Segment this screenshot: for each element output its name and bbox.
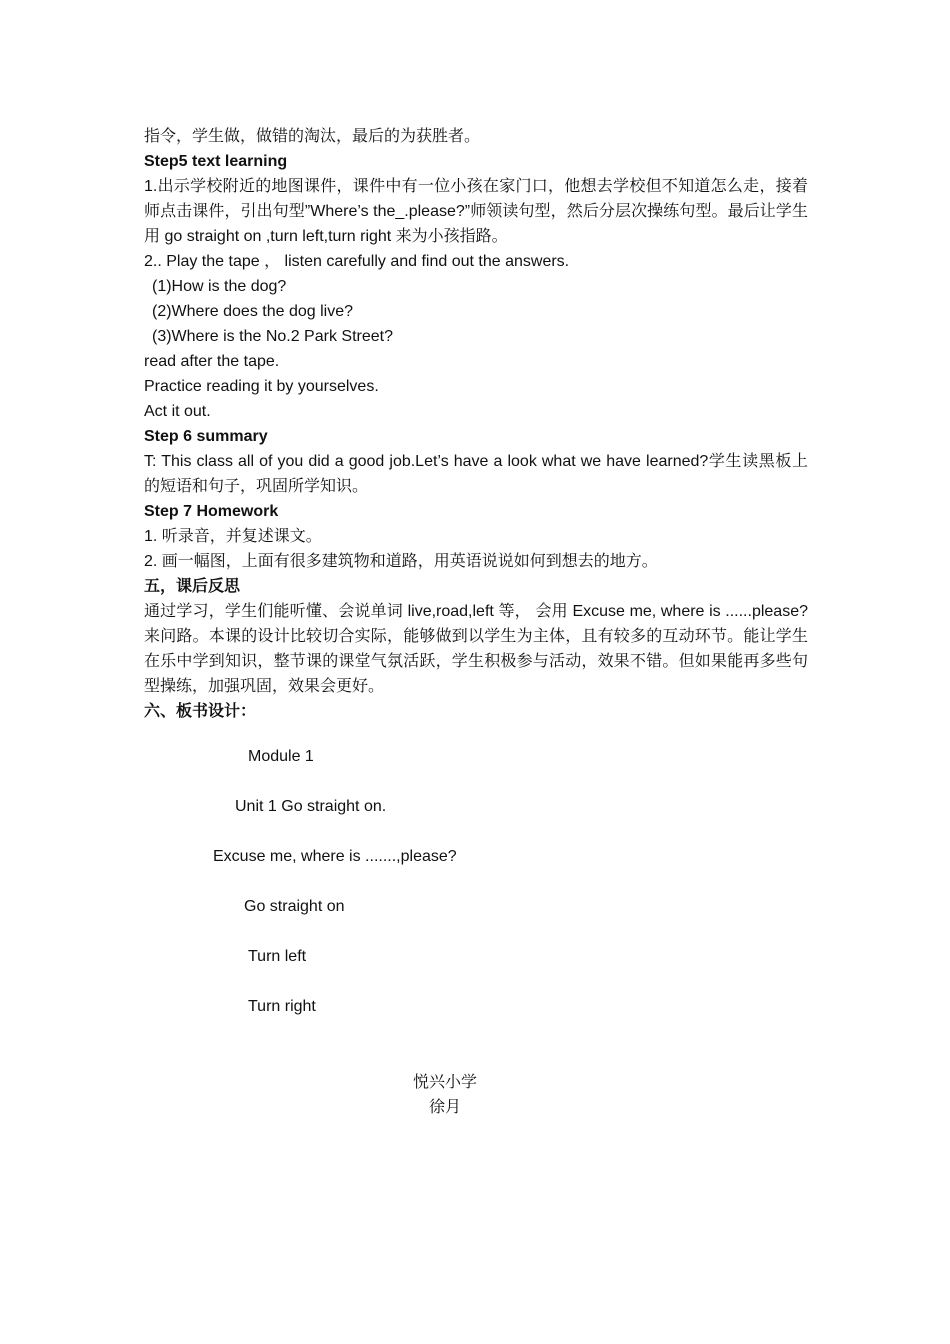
question-1: (1)How is the dog? <box>152 278 287 295</box>
question-3: (3)Where is the No.2 Park Street? <box>152 328 393 345</box>
step7-heading: Step 7 Homework <box>144 503 279 520</box>
homework-1: 1. 听录音，并复述课文。 <box>144 528 322 545</box>
read-line: read after the tape. <box>144 353 280 370</box>
act-line: Act it out. <box>144 403 211 420</box>
signature-name: 徐月 <box>428 1099 461 1116</box>
board-phrase-3: Turn right <box>248 998 316 1015</box>
reflection-paragraph: 通过学习，学生们能听懂、会说单词 live,road,left 等， 会用 Excuse me, where is ......please? 来问路。本课的设计比较切合实际，能够做到以学生为主体，且有较多的互动环节。能让学生在乐中学到知识，整节课的课堂气氛活跃，学生积极参与活动，效果不错。但如果能再多些句型操练，加强巩固，效果会更好。 <box>144 603 808 695</box>
signature-school: 悦兴小学 <box>412 1074 477 1091</box>
board-module: Module 1 <box>248 748 314 765</box>
board-design-heading: 六、板书设计： <box>144 703 257 720</box>
question-2: (2)Where does the dog live? <box>152 303 353 320</box>
step5-heading: Step5 text learning <box>144 153 288 170</box>
step6-paragraph: T: This class all of you did a good job.Let’s have a look what we have learned?学生读黑板上的短语和句子，巩固所学知识。 <box>144 453 808 495</box>
board-unit: Unit 1 Go straight on. <box>235 798 387 815</box>
instruction-line: 指令，学生做，做错的淘汰，最后的为获胜者。 <box>144 128 481 145</box>
board-phrase-2: Turn left <box>248 948 307 965</box>
document-body <box>144 124 808 724</box>
step5-paragraph-2: 2.. Play the tape ， listen carefully and find out the answers. <box>144 253 570 270</box>
step6-heading: Step 6 summary <box>144 428 268 445</box>
homework-2: 2. 画一幅图，上面有很多建筑物和道路，用英语说说如何到想去的地方。 <box>144 553 658 570</box>
step5-paragraph-1: 1.出示学校附近的地图课件，课件中有一位小孩在家门口，他想去学校但不知道怎么走，接着师点击课件，引出句型”Where’s the_.please?”师领读句型，然后分层次操练句型。最后让学生用 go straight on ,turn left,turn right 来为小孩指路。 <box>144 178 808 245</box>
board-phrase-1: Go straight on <box>244 898 345 915</box>
reflection-heading: 五，课后反思 <box>144 578 241 595</box>
practice-line: Practice reading it by yourselves. <box>144 378 379 395</box>
board-sentence: Excuse me, where is .......,please? <box>213 848 457 865</box>
